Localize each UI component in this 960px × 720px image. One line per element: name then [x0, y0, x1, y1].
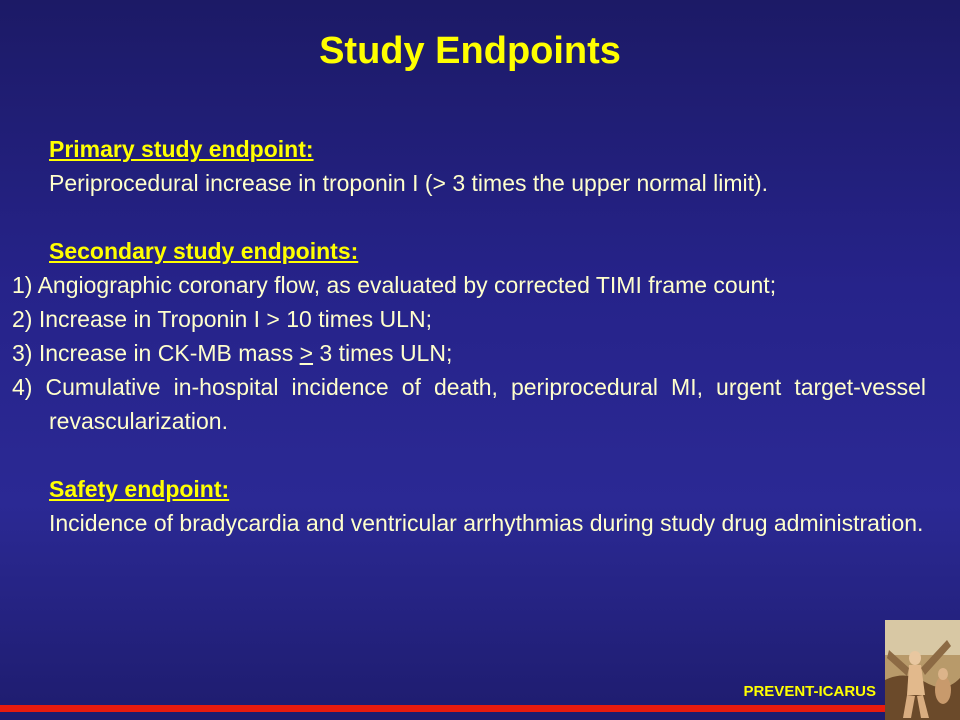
item-text: Angiographic coronary flow, as evaluated by corrected TIMI frame count;	[37, 272, 777, 298]
slide-title: Study Endpoints	[319, 30, 621, 72]
secondary-endpoint-item	[12, 336, 926, 370]
item-text-after: 3 times ULN;	[313, 340, 453, 366]
secondary-endpoint-item	[12, 370, 926, 438]
item-text: Cumulative in-hospital incidence of death, periprocedural MI, urgent target-vessel revascularization.	[45, 374, 926, 434]
slide-content	[12, 132, 926, 540]
bottom-accent-bar	[0, 705, 885, 712]
item-text: Increase in Troponin I > 10 times ULN;	[38, 306, 432, 332]
secondary-endpoints-heading: Secondary study endpoints:	[49, 238, 359, 264]
item-number: 3)	[12, 340, 33, 366]
secondary-endpoint-item	[12, 268, 926, 302]
item-text-before: Increase in CK-MB mass	[38, 340, 300, 366]
spacer	[12, 438, 926, 472]
item-number: 4)	[12, 374, 33, 400]
secondary-endpoint-item	[12, 302, 926, 336]
primary-endpoint-heading: Primary study endpoint:	[49, 136, 314, 162]
icarus-painting-image	[885, 620, 960, 720]
spacer	[12, 200, 926, 234]
safety-endpoint-heading: Safety endpoint:	[49, 476, 230, 502]
safety-endpoint-text: Incidence of bradycardia and ventricular arrhythmias during study drug administration.	[49, 510, 924, 536]
primary-endpoint-text: Periprocedural increase in troponin I (> 3 times the upper normal limit).	[49, 170, 769, 196]
item-number: 1)	[12, 272, 33, 298]
item-number: 2)	[12, 306, 33, 332]
item-text-underlined: >	[299, 340, 314, 366]
footer-label: PREVENT-ICARUS	[743, 683, 876, 700]
